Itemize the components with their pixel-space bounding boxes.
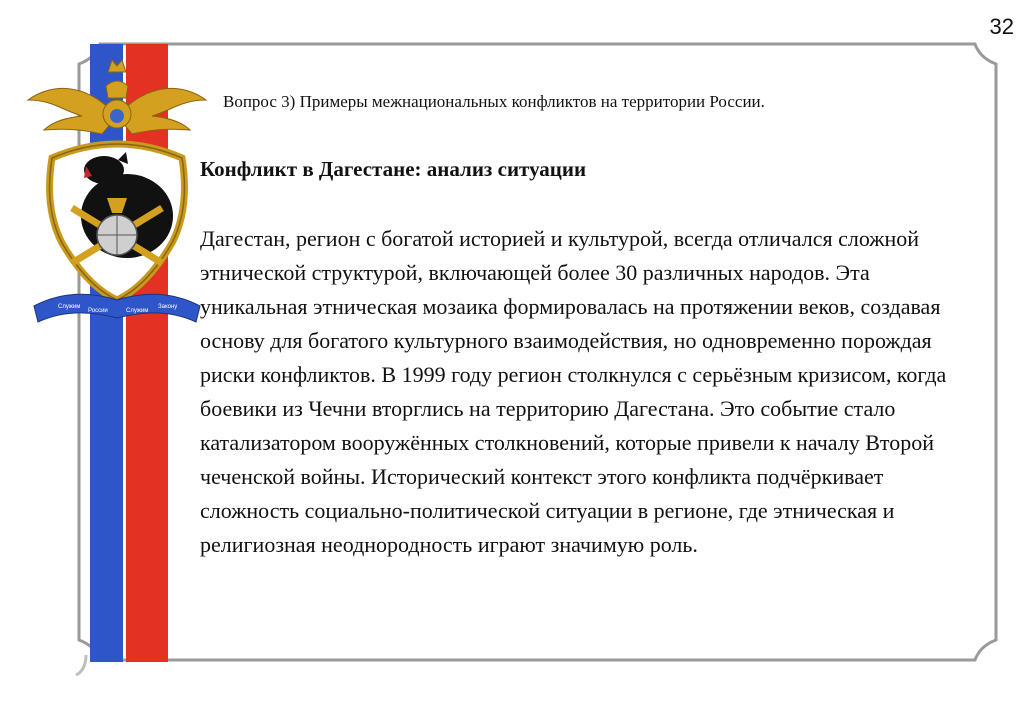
- eagle-icon: [28, 60, 206, 134]
- svg-text:Служим: Служим: [58, 304, 81, 310]
- slide-number: 32: [989, 14, 1014, 39]
- section-heading: Конфликт в Дагестане: анализ ситуации: [200, 157, 587, 181]
- body-paragraph: Дагестан, регион с богатой историей и культурой, всегда отличался сложной этнической структурой, включающей более 30 различных народов. Эта уникальная этническая мозаика формировалась на протяжении веков, создавая основу для богатого культурного взаимодействия, но одновременно порождая риски конфликтов. В 1999 году регион столкнулся с серьёзным кризисом, когда боевики из Чечни вторглись на территорию Дагестана. Это событие стало катализатором вооружённых столкновений, которые привели к началу Второй чеченской войны. Исторический контекст этого конфликта подчёркивает сложность социально-политической ситуации в регионе, где этническая и религиозная неоднородность играют значимую роль.: [200, 226, 947, 557]
- svg-text:России: России: [88, 308, 108, 314]
- question-title: Вопрос 3) Примеры межнациональных конфликтов на территории России.: [223, 92, 765, 111]
- svg-text:Служим: Служим: [126, 308, 149, 314]
- svg-text:Закону: Закону: [158, 304, 178, 310]
- emblem-logo: [22, 38, 212, 338]
